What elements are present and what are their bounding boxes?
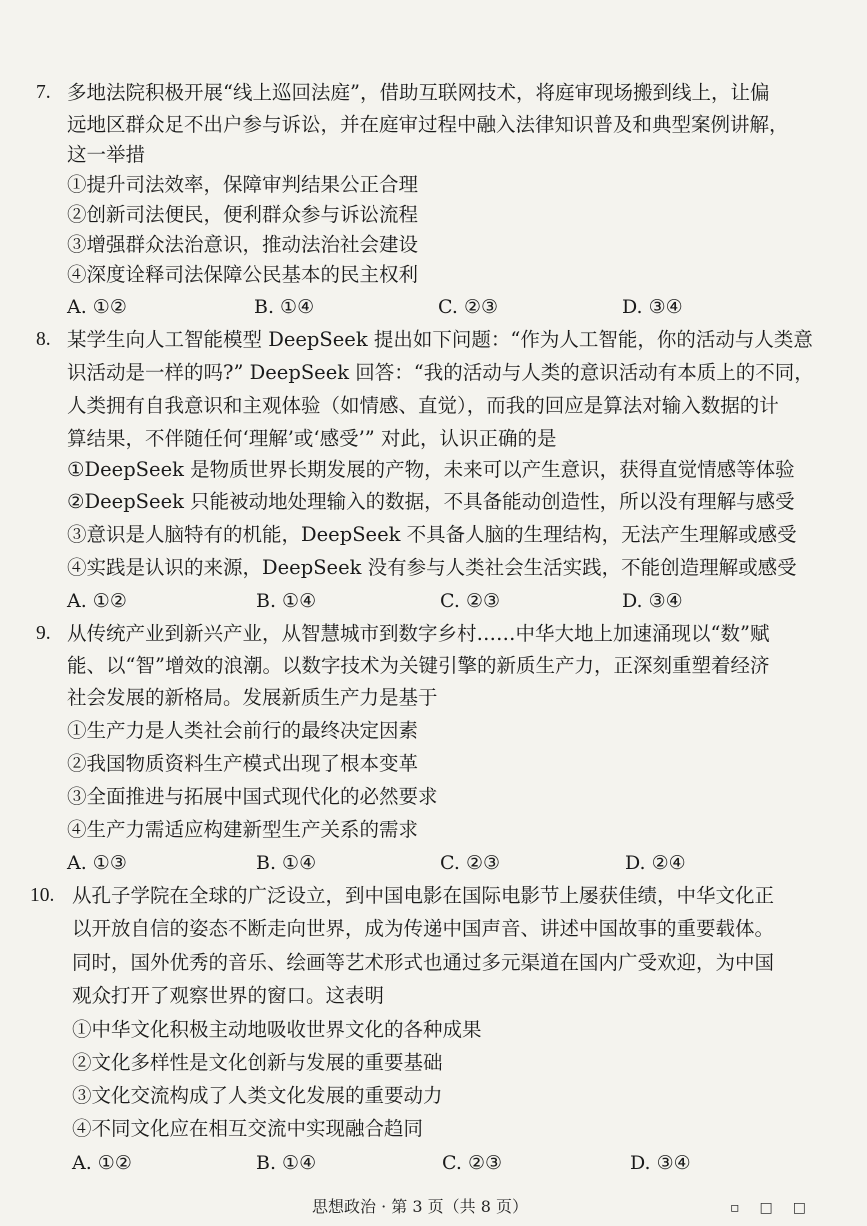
answer-choice-d: D. ③④	[622, 590, 683, 612]
answer-choice-a: A. ①②	[72, 1152, 132, 1174]
statement-option: ①中华文化积极主动地吸收世界文化的各种成果	[72, 1018, 482, 1041]
answer-choice-a: A. ①②	[67, 590, 127, 612]
question-stem-line: 从传统产业到新兴产业，从智慧城市到数字乡村……中华大地上加速涌现以“数”赋	[67, 622, 770, 645]
answer-choice-b: B. ①④	[256, 852, 317, 874]
scan-mark-icon: □	[792, 1200, 826, 1216]
answer-choice-d: D. ②④	[625, 852, 686, 874]
answer-choice-c: C. ②③	[440, 852, 501, 874]
statement-option: ③增强群众法治意识，推动法治社会建设	[67, 233, 419, 256]
page-footer: 思想政治 · 第 3 页（共 8 页）	[312, 1197, 528, 1216]
statement-option: ①提升司法效率，保障审判结果公正合理	[67, 173, 419, 196]
answer-choice-c: C. ②③	[442, 1152, 503, 1174]
statement-option: ①DeepSeek 是物质世界长期发展的产物，未来可以产生意识，获得直觉情感等体验	[67, 458, 795, 481]
answer-choice-a: A. ①②	[67, 296, 127, 318]
answer-choice-d: D. ③④	[622, 296, 683, 318]
statement-option: ②我国物质资料生产模式出现了根本变革	[67, 752, 419, 775]
scan-mark-icon: ▫	[730, 1200, 760, 1216]
question-stem-line: 人类拥有自我意识和主观体验（如情感、直觉），而我的回应是算法对输入数据的计	[67, 394, 779, 417]
answer-choice-b: B. ①④	[254, 296, 315, 318]
question-number: 10.	[30, 885, 55, 906]
scan-marks	[730, 1200, 826, 1216]
answer-choice-d: D. ③④	[630, 1152, 691, 1174]
question-stem-line: 以开放自信的姿态不断走向世界，成为传递中国声音、讲述中国故事的重要载体。	[72, 917, 775, 940]
answer-choice-a: A. ①③	[67, 852, 127, 874]
statement-option: ④不同文化应在相互交流中实现融合趋同	[72, 1117, 424, 1140]
question-stem-line: 某学生向人工智能模型 DeepSeek 提出如下问题：“作为人工智能，你的活动与人类意	[67, 328, 813, 351]
question-stem-line: 能、以“智”增效的浪潮。以数字技术为关键引擎的新质生产力，正深刻重塑着经济	[67, 654, 770, 677]
scan-mark-icon: □	[759, 1200, 793, 1216]
statement-option: ③文化交流构成了人类文化发展的重要动力	[72, 1084, 443, 1107]
statement-option: ③全面推进与拓展中国式现代化的必然要求	[67, 785, 438, 808]
question-number: 7.	[36, 82, 51, 103]
statement-option: ②文化多样性是文化创新与发展的重要基础	[72, 1051, 443, 1074]
statement-option: ②创新司法便民，便利群众参与诉讼流程	[67, 203, 419, 226]
answer-choice-c: C. ②③	[438, 296, 499, 318]
question-stem-line: 识活动是一样的吗?” DeepSeek 回答：“我的活动与人类的意识活动有本质上的不同，	[67, 361, 814, 384]
question-stem-line: 社会发展的新格局。发展新质生产力是基于	[67, 686, 438, 709]
question-number: 9.	[36, 623, 51, 644]
question-stem-line: 观众打开了观察世界的窗口。这表明	[72, 984, 385, 1007]
question-stem-line: 远地区群众足不出户参与诉讼，并在庭审过程中融入法律知识普及和典型案例讲解，	[67, 113, 789, 136]
statement-option: ①生产力是人类社会前行的最终决定因素	[67, 719, 419, 742]
question-stem-line: 算结果，不伴随任何‘理解’或‘感受’” 对此，认识正确的是	[67, 427, 557, 450]
question-stem-line: 同时，国外优秀的音乐、绘画等艺术形式也通过多元渠道在国内广受欢迎，为中国	[72, 951, 775, 974]
question-stem-line: 多地法院积极开展“线上巡回法庭”，借助互联网技术，将庭审现场搬到线上，让偏	[67, 81, 770, 104]
question-stem-line: 从孔子学院在全球的广泛设立，到中国电影在国际电影节上屡获佳绩，中华文化正	[72, 884, 775, 907]
statement-option: ④深度诠释司法保障公民基本的民主权利	[67, 263, 419, 286]
answer-choice-b: B. ①④	[256, 1152, 317, 1174]
question-number: 8.	[36, 329, 51, 350]
statement-option: ②DeepSeek 只能被动地处理输入的数据，不具备能动创造性，所以没有理解与感受	[67, 490, 795, 513]
statement-option: ③意识是人脑特有的机能，DeepSeek 不具备人脑的生理结构，无法产生理解或感受	[67, 523, 797, 546]
statement-option: ④生产力需适应构建新型生产关系的需求	[67, 818, 419, 841]
answer-choice-c: C. ②③	[440, 590, 501, 612]
answer-choice-b: B. ①④	[256, 590, 317, 612]
question-stem-line: 这一举措	[67, 143, 146, 166]
statement-option: ④实践是认识的来源，DeepSeek 没有参与人类社会生活实践，不能创造理解或感受	[67, 556, 797, 579]
